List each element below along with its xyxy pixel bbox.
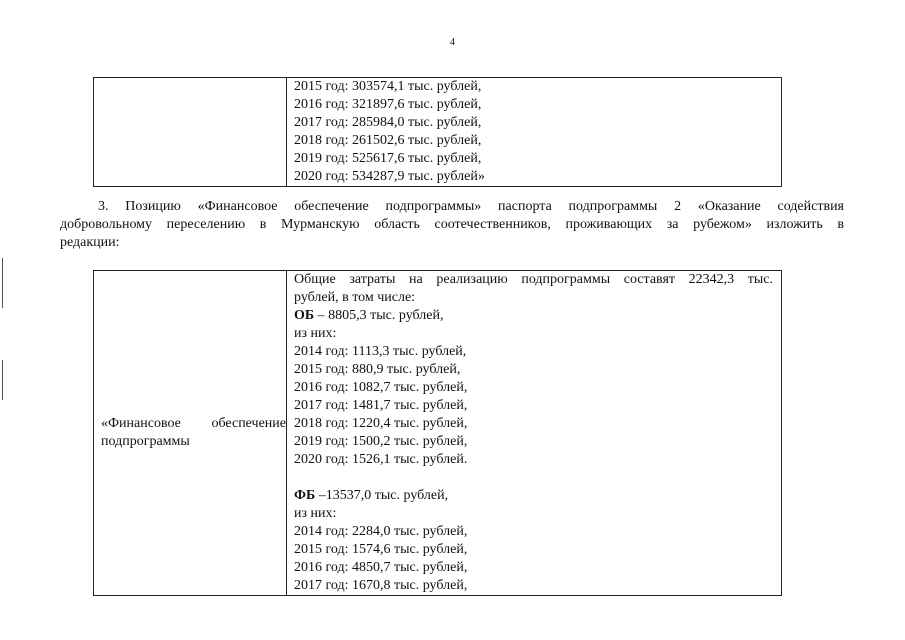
fb-code: ФБ — [294, 488, 316, 503]
paragraph-line: редакции: — [60, 235, 120, 250]
scan-margin-mark — [2, 360, 3, 400]
paragraph-line: 3. Позицию «Финансовое обеспечение подпрограммы» паспорта подпрограммы 2 «Оказание содействия — [98, 199, 844, 214]
ob-total: – 8805,3 тыс. рублей, — [314, 308, 444, 323]
fb-year-line: 2017 год: 1670,8 тыс. рублей, — [294, 578, 468, 593]
fb-year-line: 2015 год: 1574,6 тыс. рублей, — [294, 542, 468, 557]
scan-margin-mark — [2, 258, 3, 308]
fb-year-line: 2014 год: 2284,0 тыс. рублей, — [294, 524, 468, 539]
ob-year-line: 2019 год: 1500,2 тыс. рублей, — [294, 434, 468, 449]
page-number: 4 — [450, 37, 455, 48]
fb-total: –13537,0 тыс. рублей, — [315, 488, 449, 503]
ob-total-line — [294, 307, 773, 325]
table-right-cell — [287, 78, 782, 187]
position-label: подпрограммы — [101, 434, 190, 449]
table-left-cell — [94, 271, 287, 596]
table-left-cell — [94, 78, 287, 187]
ob-code: ОБ — [294, 308, 315, 323]
ob-year-line: 2018 год: 1220,4 тыс. рублей, — [294, 416, 468, 431]
position-label: «Финансовое обеспечение — [101, 416, 286, 431]
paragraph-line: добровольному переселению в Мурманскую область соотечественников, проживающих за рубежом» изложить в — [60, 217, 844, 232]
year-line: 2016 год: 321897,6 тыс. рублей, — [294, 97, 482, 112]
year-line: 2015 год: 303574,1 тыс. рублей, — [294, 79, 482, 94]
funding-table-top — [93, 77, 782, 187]
table-row — [94, 271, 782, 596]
table-right-cell — [287, 271, 782, 596]
blank-line — [294, 469, 773, 487]
ob-year-line: 2020 год: 1526,1 тыс. рублей. — [294, 452, 468, 467]
fb-of-them: из них: — [294, 506, 337, 521]
funding-table-bottom — [93, 270, 782, 596]
year-line: 2019 год: 525617,6 тыс. рублей, — [294, 151, 482, 166]
ob-of-them: из них: — [294, 326, 337, 341]
ob-year-line: 2017 год: 1481,7 тыс. рублей, — [294, 398, 468, 413]
ob-year-line: 2015 год: 880,9 тыс. рублей, — [294, 362, 461, 377]
amendment-paragraph — [60, 198, 844, 252]
ob-year-line: 2016 год: 1082,7 тыс. рублей, — [294, 380, 468, 395]
fb-year-line: 2016 год: 4850,7 тыс. рублей, — [294, 560, 468, 575]
table-row — [94, 78, 782, 187]
fb-total-line — [294, 487, 773, 505]
ob-year-line: 2014 год: 1113,3 тыс. рублей, — [294, 344, 467, 359]
intro-line: Общие затраты на реализацию подпрограммы составят 22342,3 тыс. — [294, 272, 773, 287]
year-line: 2018 год: 261502,6 тыс. рублей, — [294, 133, 482, 148]
intro-line: рублей, в том числе: — [294, 290, 416, 305]
year-line: 2020 год: 534287,9 тыс. рублей» — [294, 169, 485, 184]
year-line: 2017 год: 285984,0 тыс. рублей, — [294, 115, 482, 130]
